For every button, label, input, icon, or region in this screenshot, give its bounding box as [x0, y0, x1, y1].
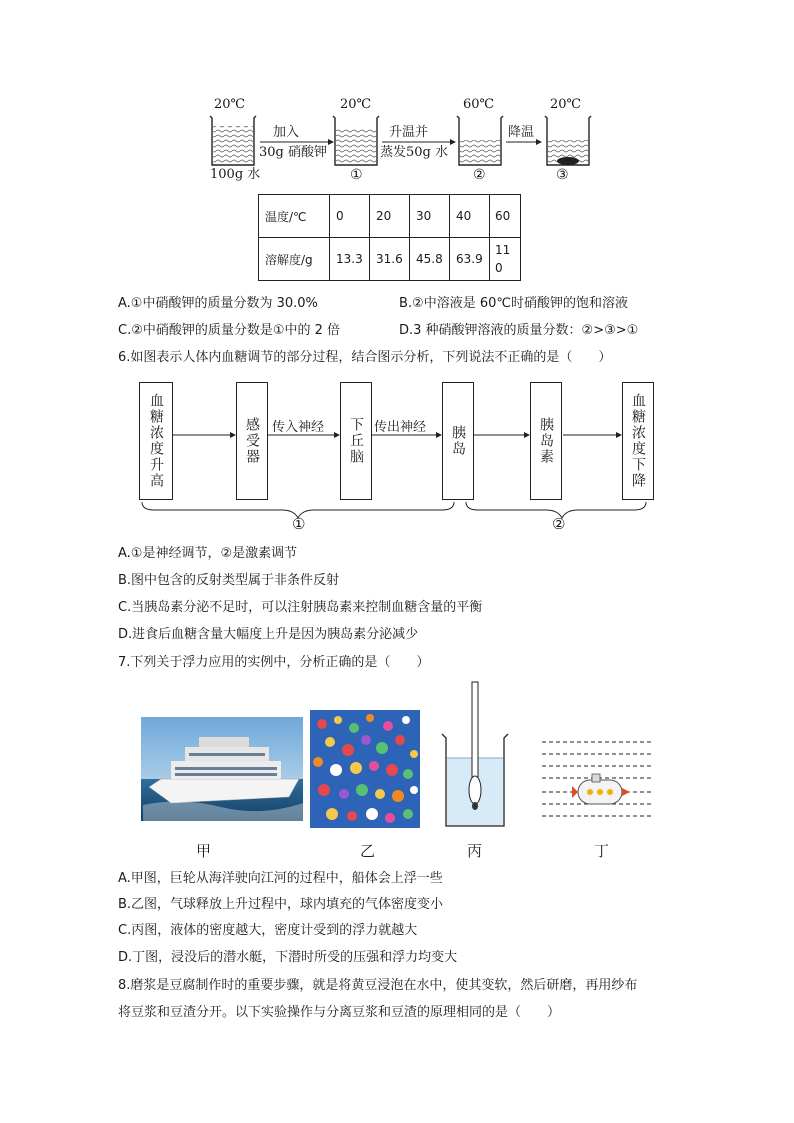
step2-bottom-label: 蒸发50g 水 — [380, 145, 448, 160]
table-cell: 温度/℃ — [259, 195, 330, 238]
temp-label-1: 20℃ — [340, 97, 372, 112]
box-hypothalamus: 下丘脑 — [340, 382, 372, 500]
step2-top-label: 升温并 — [389, 125, 429, 140]
start-label: 100g 水 — [210, 167, 261, 182]
q5-option-b: B.②中溶液是 60℃时硝酸钾的饱和溶液 — [399, 296, 628, 311]
q6-stem: 6.如图表示人体内血糖调节的部分过程，结合图示分析，下列说法不正确的是（ ） — [118, 350, 612, 365]
brace-label-2: ② — [552, 515, 566, 533]
box-blood-sugar-rise: 血糖浓度升高 — [139, 382, 173, 500]
solubility-table — [258, 194, 521, 281]
q7-option-c: C.丙图，液体的密度越大，密度计受到的浮力就越大 — [118, 923, 418, 938]
q8-stem-line1: 8.磨浆是豆腐制作时的重要步骤，就是将黄豆浸泡在水中，使其变软，然后研磨，再用纱布 — [118, 978, 638, 993]
box-pancreatic-islet: 胰岛 — [442, 382, 474, 500]
step3-top-label: 降温 — [508, 125, 535, 140]
beaker-start — [210, 116, 256, 165]
beaker-2 — [457, 116, 503, 165]
cruise-ship-image — [141, 717, 303, 821]
step1-bottom-label: 30g 硝酸钾 — [259, 145, 327, 160]
table-cell: 30 — [410, 195, 450, 238]
table-row — [259, 195, 521, 238]
table-cell: 60 — [490, 195, 521, 238]
arrow-label-afferent: 传入神经 — [272, 420, 325, 435]
q7-stem: 7.下列关于浮力应用的实例中，分析正确的是（ ） — [118, 655, 430, 670]
q7-option-a: A.甲图，巨轮从海洋驶向江河的过程中，船体会上浮一些 — [118, 871, 443, 886]
marker-2: ② — [473, 167, 486, 183]
q7-option-d: D.丁图，浸没后的潜水艇，下潜时所受的压强和浮力均变大 — [118, 950, 458, 965]
beaker-3 — [545, 116, 591, 165]
q6-option-c: C.当胰岛素分泌不足时，可以注射胰岛素来控制血糖含量的平衡 — [118, 600, 483, 615]
flow-arrows-svg — [130, 380, 670, 540]
hydrometer-image — [440, 680, 510, 830]
table-cell: 110 — [490, 238, 521, 281]
q5-option-d: D.3 种硝酸钾溶液的质量分数：②>③>① — [399, 323, 639, 338]
brace-label-1: ① — [292, 515, 306, 533]
q8-stem-line2: 将豆浆和豆渣分开。以下实验操作与分离豆浆和豆渣的原理相同的是（ ） — [118, 1005, 561, 1020]
beaker-1 — [333, 116, 379, 165]
table-cell: 31.6 — [370, 238, 410, 281]
step1-top-label: 加入 — [273, 125, 300, 140]
picture-label-jia: 甲 — [196, 842, 212, 860]
box-blood-sugar-fall: 血糖浓度下降 — [622, 382, 654, 500]
marker-1: ① — [350, 167, 363, 183]
table-row — [259, 238, 521, 281]
q6-option-d: D.进食后血糖含量大幅度上升是因为胰岛素分泌减少 — [118, 627, 419, 642]
q5-option-a: A.①中硝酸钾的质量分数为 30.0% — [118, 296, 318, 311]
table-cell: 45.8 — [410, 238, 450, 281]
arrow-label-efferent: 传出神经 — [374, 420, 427, 435]
box-insulin: 胰岛素 — [530, 382, 562, 500]
table-cell: 40 — [450, 195, 490, 238]
temp-label-start: 20℃ — [214, 97, 246, 112]
table-cell: 20 — [370, 195, 410, 238]
table-cell: 63.9 — [450, 238, 490, 281]
balloons-image — [310, 710, 420, 828]
submarine-image — [542, 740, 654, 822]
q6-option-a: A.①是神经调节，②是激素调节 — [118, 546, 298, 561]
table-cell: 13.3 — [330, 238, 370, 281]
q5-option-c: C.②中硝酸钾的质量分数是①中的 2 倍 — [118, 323, 341, 338]
picture-label-ding: 丁 — [594, 842, 610, 860]
temp-label-3: 20℃ — [550, 97, 582, 112]
picture-label-bing: 丙 — [467, 842, 483, 860]
picture-label-yi: 乙 — [360, 842, 376, 860]
table-cell: 0 — [330, 195, 370, 238]
temp-label-2: 60℃ — [463, 97, 495, 112]
box-receptor: 感受器 — [236, 382, 268, 500]
q6-option-b: B.图中包含的反射类型属于非条件反射 — [118, 573, 340, 588]
q7-option-b: B.乙图，气球释放上升过程中，球内填充的气体密度变小 — [118, 897, 444, 912]
marker-3: ③ — [556, 167, 569, 183]
table-cell: 溶解度/g — [259, 238, 330, 281]
